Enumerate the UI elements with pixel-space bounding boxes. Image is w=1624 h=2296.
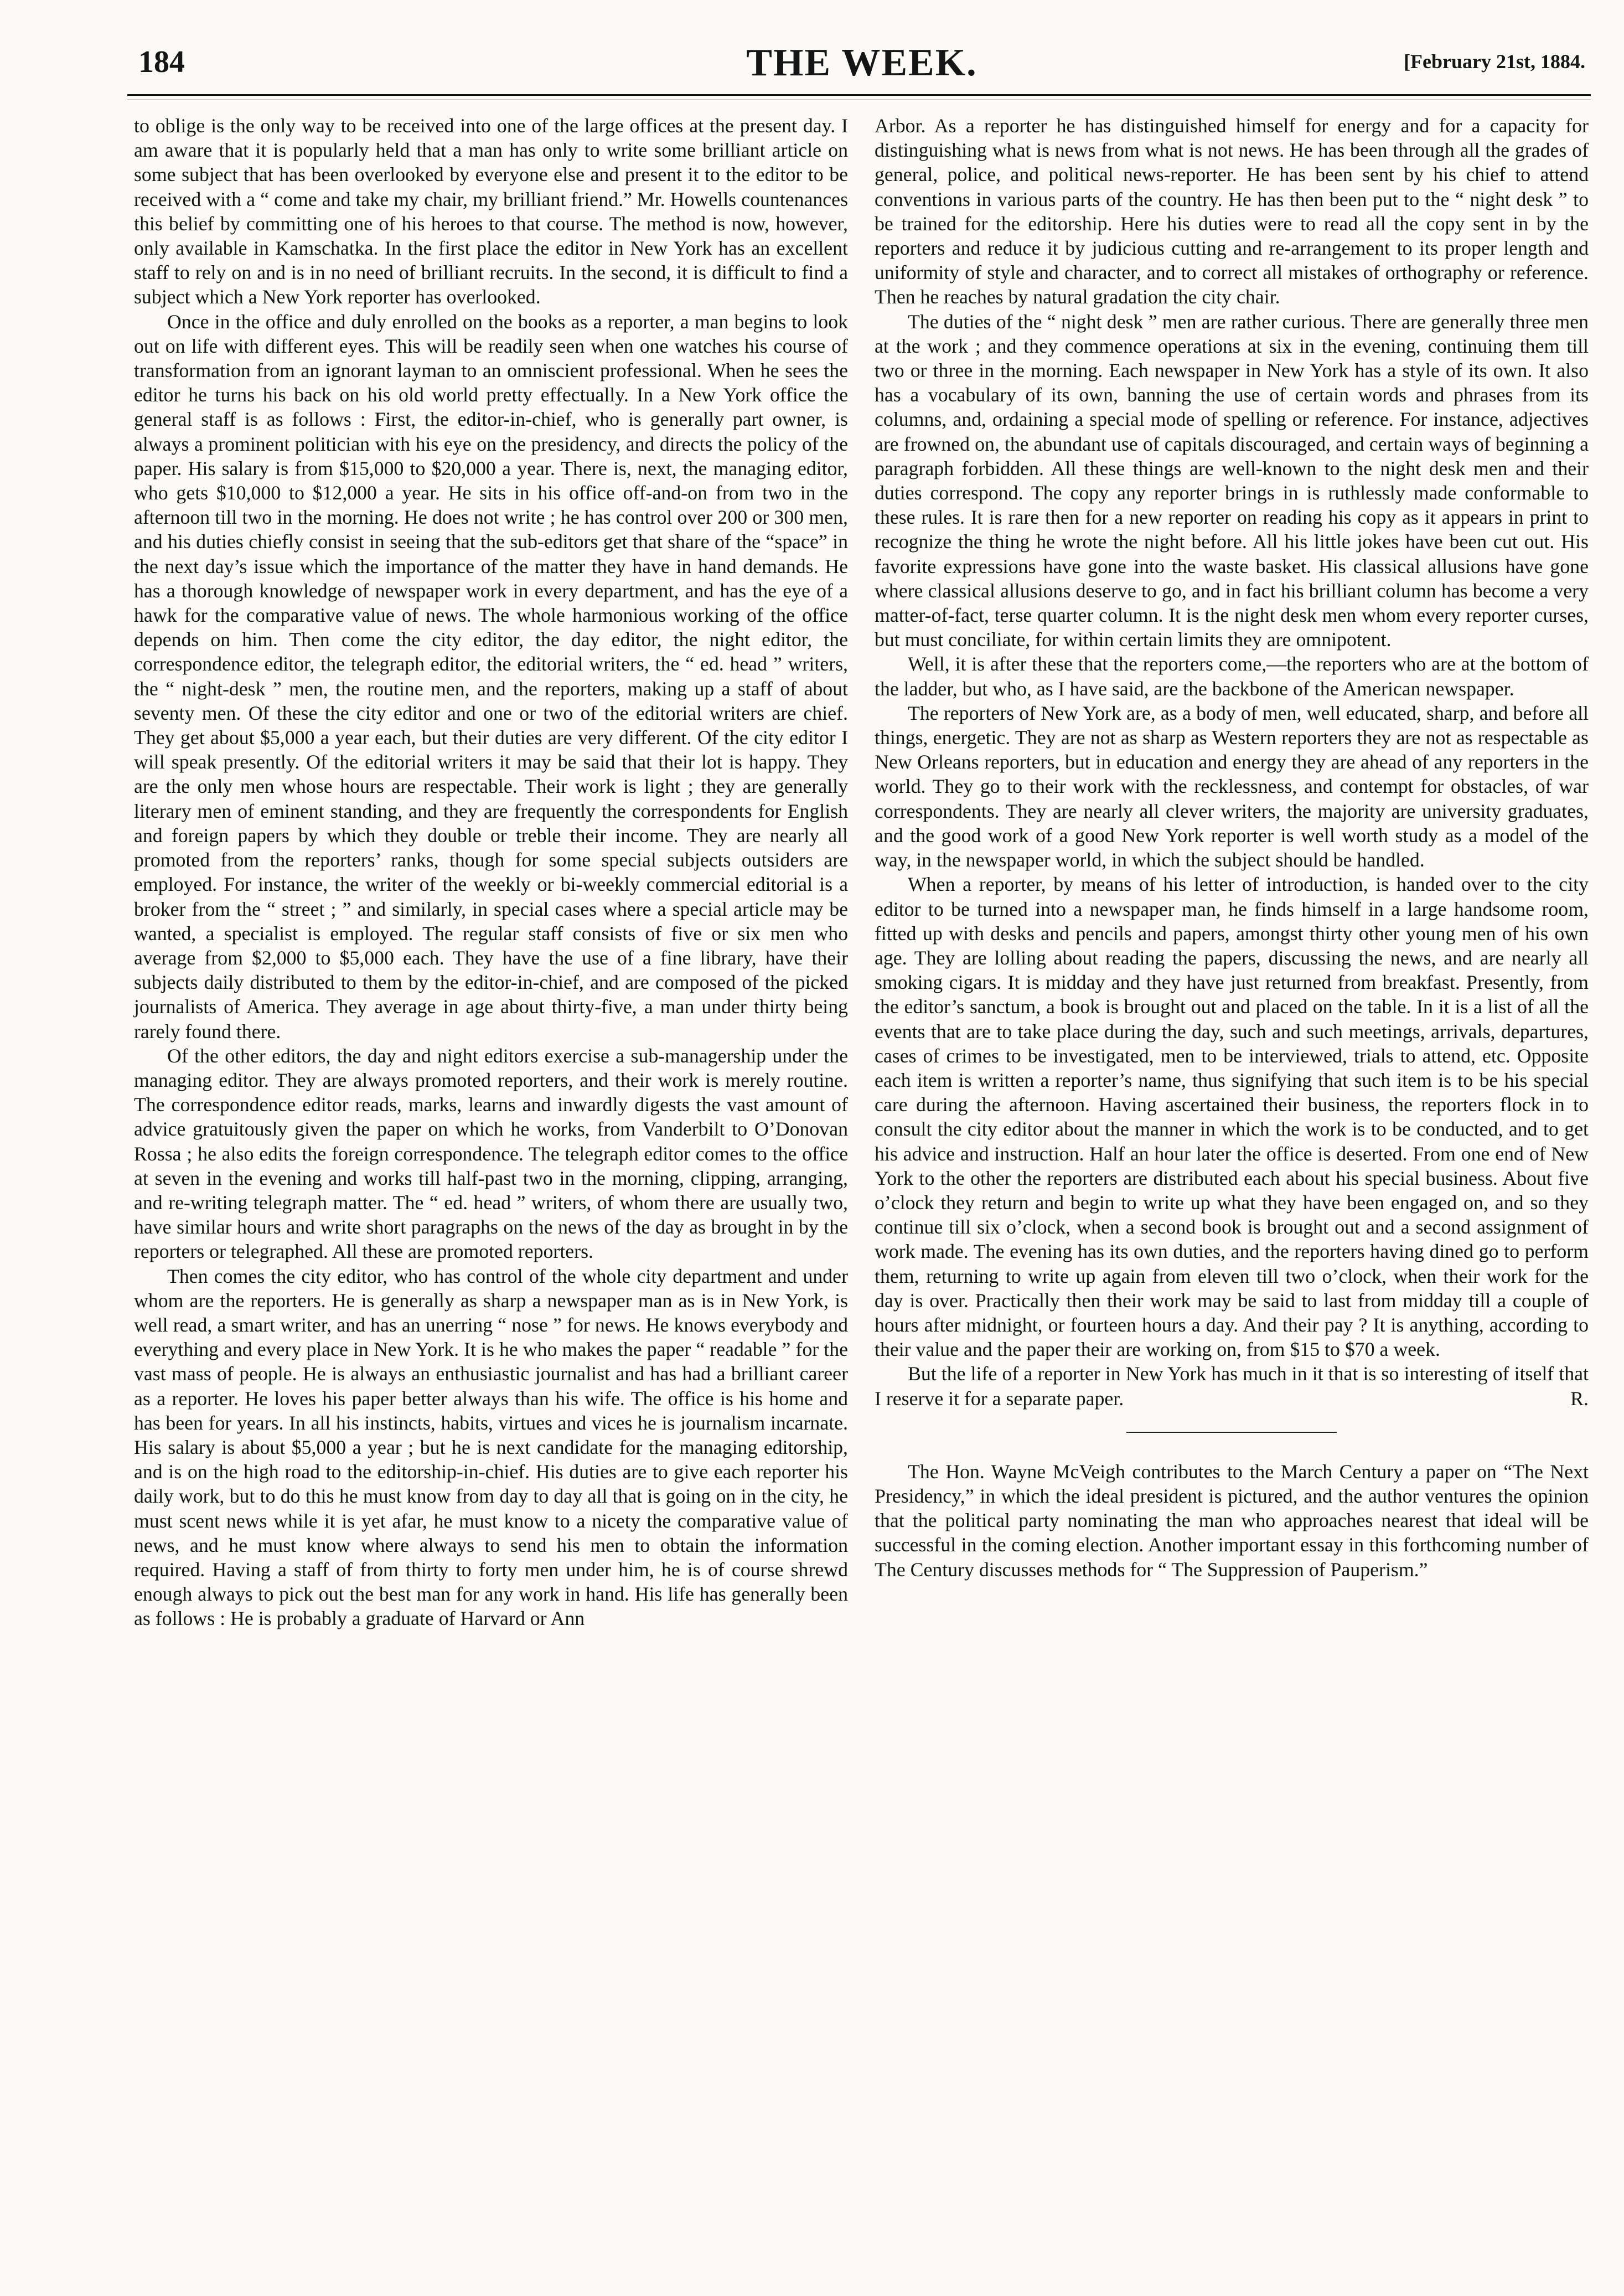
publication-title: THE WEEK. xyxy=(746,42,977,84)
paragraph: The duties of the “ night desk ” men are rather curious. There are generally three men at the work ; and they commence operations at six in the evening, continuing them till two or three in the morning. Each newspaper in New York has a style of its own. It also has a vocabulary of its own, banning the use of certain words and phrases from its columns, and, ordaining a special mode of spelling or reference. For instance, adjectives are frowned on, the abundant use of capitals discouraged, and certain ways of beginning a paragraph forbidden. All these things are well-known to the night desk men and their duties correspond. The copy any reporter brings in is ruthlessly made conformable to these rules. It is rare then for a new reporter on reading his copy as it appears in print to recognize the thing he wrote the night before. All his little jokes have been cut out. His favorite expressions have gone into the waste basket. His classical allusions have gone where classical allusions deserve to go, and in fact his brilliant column has become a very matter-of-fact, terse quarter column. It is the night desk men whom every reporter curses, but must conciliate, for within certain limits they are omnipotent. xyxy=(875,310,1589,651)
paragraph: Arbor. As a reporter he has distinguished himself for energy and for a capacity for distinguishing what is news from what is not news. He has been through all the grades of general, police, and political news-reporter. He has been sent by his chief to attend conventions in various parts of the country. He has then been put to the “ night desk ” to be trained for the editorship. Here his duties were to read all the copy sent in by the reporters and reduce it by judicious cutting and re-arrangement to its proper length and uniformity of style and character, and to correct all mistakes of orthography or reference. Then he reaches by natural gradation the city chair. xyxy=(875,115,1589,308)
left-column xyxy=(134,113,848,1631)
paragraph: Of the other editors, the day and night editors exercise a sub-managership under the managing editor. They are always promoted reporters, and their work is merely routine. The correspondence editor reads, marks, learns and inwardly digests the vast amount of advice gratuitously given the paper on which he works, from Vanderbilt to O’Donovan Rossa ; he also edits the foreign correspondence. The telegraph editor comes to the office at seven in the evening and works till half-past two in the morning, clipping, arranging, and re-writing telegraph matter. The “ ed. head ” writers, of whom there are usually two, have similar hours and write short paragraphs on the news of the day as brought in by the reporters or telegraphed. All these are promoted reporters. xyxy=(134,1044,848,1263)
paragraph-text: But the life of a reporter in New York has much in it that is so interesting of itself that I reserve it for a separate paper. xyxy=(875,1363,1589,1410)
page-header xyxy=(138,44,1585,83)
header-rule xyxy=(127,94,1591,96)
paragraph: to oblige is the only way to be received into one of the large offices at the present day. I am aware that it is popularly held that a man has only to write some brilliant article on some subject that has been overlooked by everyone else and present it to the editor to be received with a “ come and take my chair, my brilliant friend.” Mr. Howells countenances this belief by committing one of his heroes to that course. The method is now, however, only available in Kamschatka. In the first place the editor in New York has an excellent staff to rely on and is in no need of brilliant recruits. In the second, it is difficult to find a subject which a New York reporter has overlooked. xyxy=(134,115,848,308)
right-column xyxy=(875,113,1589,1582)
paragraph: When a reporter, by means of his letter of introduction, is handed over to the city editor to be turned into a newspaper man, he finds himself in a large handsome room, fitted up with desks and pencils and papers, amongst thirty other young men of his own age. They are lolling about reading the papers, discussing the news, and are nearly all smoking cigars. It is midday and they have just returned from breakfast. Presently, from the editor’s sanctum, a book is brought out and placed on the table. In it is a list of all the events that are to take place during the day, such and such meetings, arrivals, departures, cases of crimes to be investigated, men to be interviewed, trials to attend, etc. Opposite each item is written a reporter’s name, thus signifying that such item is to be his special care during the afternoon. Having ascertained their business, the reporters flock in to consult the city editor about the manner in which the work is to be conducted, and to get his advice and instruction. Half an hour later the office is deserted. From one end of New York to the other the reporters are distributed each about his special business. About five o’clock they return and begin to write up what they have been engaged on, and so they continue till six o’clock, when a second book is brought out and a second assignment of work made. The evening has its own duties, and the reporters having dined go to perform them, returning to write up again from eleven till two o’clock, when their work for the day is over. Practically then their work may be said to last from midday till a couple of hours after midnight, or fourteen hours a day. And their pay ? It is anything, according to their value and the paper their are working on, from $15 to $70 a week. xyxy=(875,873,1589,1361)
section-divider xyxy=(1126,1432,1337,1433)
author-signature: R. xyxy=(1570,1387,1589,1410)
paragraph xyxy=(875,1361,1589,1410)
paragraph: Then comes the city editor, who has control of the whole city department and under whom are the reporters. He is generally as sharp a newspaper man as is in New York, is well read, a smart writer, and has an unerring “ nose ” for news. He knows everybody and everything and every place in New York. It is he who makes the paper “ readable ” for the vast mass of people. He is always an enthusiastic journalist and has had a brilliant career as a reporter. He loves his paper better always than his wife. The office is his home and has been for years. In all his instincts, habits, virtues and vices he is journalism incarnate. His salary is about $5,000 a year ; but he is next candidate for the managing editorship, and is on the high road to the editorship-in-chief. His duties are to give each reporter his daily work, but to do this he must know from day to day all that is going on in the city, he must scent news while it is yet afar, he must know to a nicety the comparative value of news, and he must know where always to send his men to obtain the information required. Having a staff of from thirty to forty men under him, he is of course shrewd enough always to pick out the best man for any work in hand. His life has generally been as follows : He is probably a graduate of Harvard or Ann xyxy=(134,1265,848,1630)
page-number: 184 xyxy=(138,45,185,79)
paragraph: The reporters of New York are, as a body of men, well educated, sharp, and before all things, energetic. They are not as sharp as Western reporters they are not as respectable as New Orleans reporters, but in education and energy they are ahead of any reporters in the world. They go to their work with the recklessness, and contempt for obstacles, of war correspondents. They are nearly all clever writers, the majority are university graduates, and the good work of a good New York reporter is well worth study as a model of the way, in the newspaper world, in which the subject should be handled. xyxy=(875,701,1589,871)
issue-date: [February 21st, 1884. xyxy=(1404,50,1585,73)
paragraph: Well, it is after these that the reporters come,—the reporters who are at the bottom of the ladder, but who, as I have said, are the backbone of the American newspaper. xyxy=(875,653,1589,700)
paragraph: The Hon. Wayne McVeigh contributes to the March Century a paper on “The Next Presidency,” in which the ideal president is pictured, and the author ventures the opinion that the political party nominating the man who approaches nearest that ideal will be successful in the coming election. Another important essay in this forthcoming number of The Century discusses methods for “ The Suppression of Pauperism.” xyxy=(875,1460,1589,1581)
paragraph: Once in the office and duly enrolled on the books as a reporter, a man begins to look out on life with different eyes. This will be readily seen when one watches his course of transformation from an ignorant layman to an omniscient professional. When he sees the editor he turns his back on his old world pretty effectually. In a New York office the general staff is as follows : First, the editor-in-chief, who is generally part owner, is always a prominent politician with his eye on the presidency, and directs the policy of the paper. His salary is from $15,000 to $20,000 a year. There is, next, the managing editor, who gets $10,000 to $12,000 a year. He sits in his office off-and-on from two in the afternoon till two in the morning. He does not write ; he has control over 200 or 300 men, and his duties chiefly consist in seeing that the sub-editors get that share of the “space” in the next day’s issue which the importance of the matter they have in hand demands. He has a thorough knowledge of newspaper work in every department, and has the eye of a hawk for the comparative value of news. The whole harmonious working of the office depends on him. Then come the city editor, the day editor, the night editor, the correspondence editor, the telegraph editor, the editorial writers, the “ ed. head ” writers, the “ night-desk ” men, the routine men, and the reporters, making up a staff of about seventy men. Of these the city editor and one or two of the editorial writers are chief. They get about $5,000 a year each, but their duties are very different. Of the city editor I will speak presently. Of the editorial writers it may be said that their lot is happy. They are the only men whose hours are respectable. Their work is light ; they are generally literary men of eminent standing, and they are frequently the correspondents for English and foreign papers by which they double or treble their income. They are nearly all promoted from the reporters’ ranks, though for some special subjects outsiders are employed. For instance, the writer of the weekly or bi-weekly commercial editorial is a broker from the “ street ; ” and similarly, in special cases where a special article may be wanted, a specialist is employed. The regular staff consists of five or six men who average from $2,000 to $5,000 each. They have the use of a fine library, have their subjects daily distributed to them by the editor-in-chief, and are composed of the picked journalists of America. They average in age about thirty-five, a man under thirty being rarely found there. xyxy=(134,310,848,1043)
